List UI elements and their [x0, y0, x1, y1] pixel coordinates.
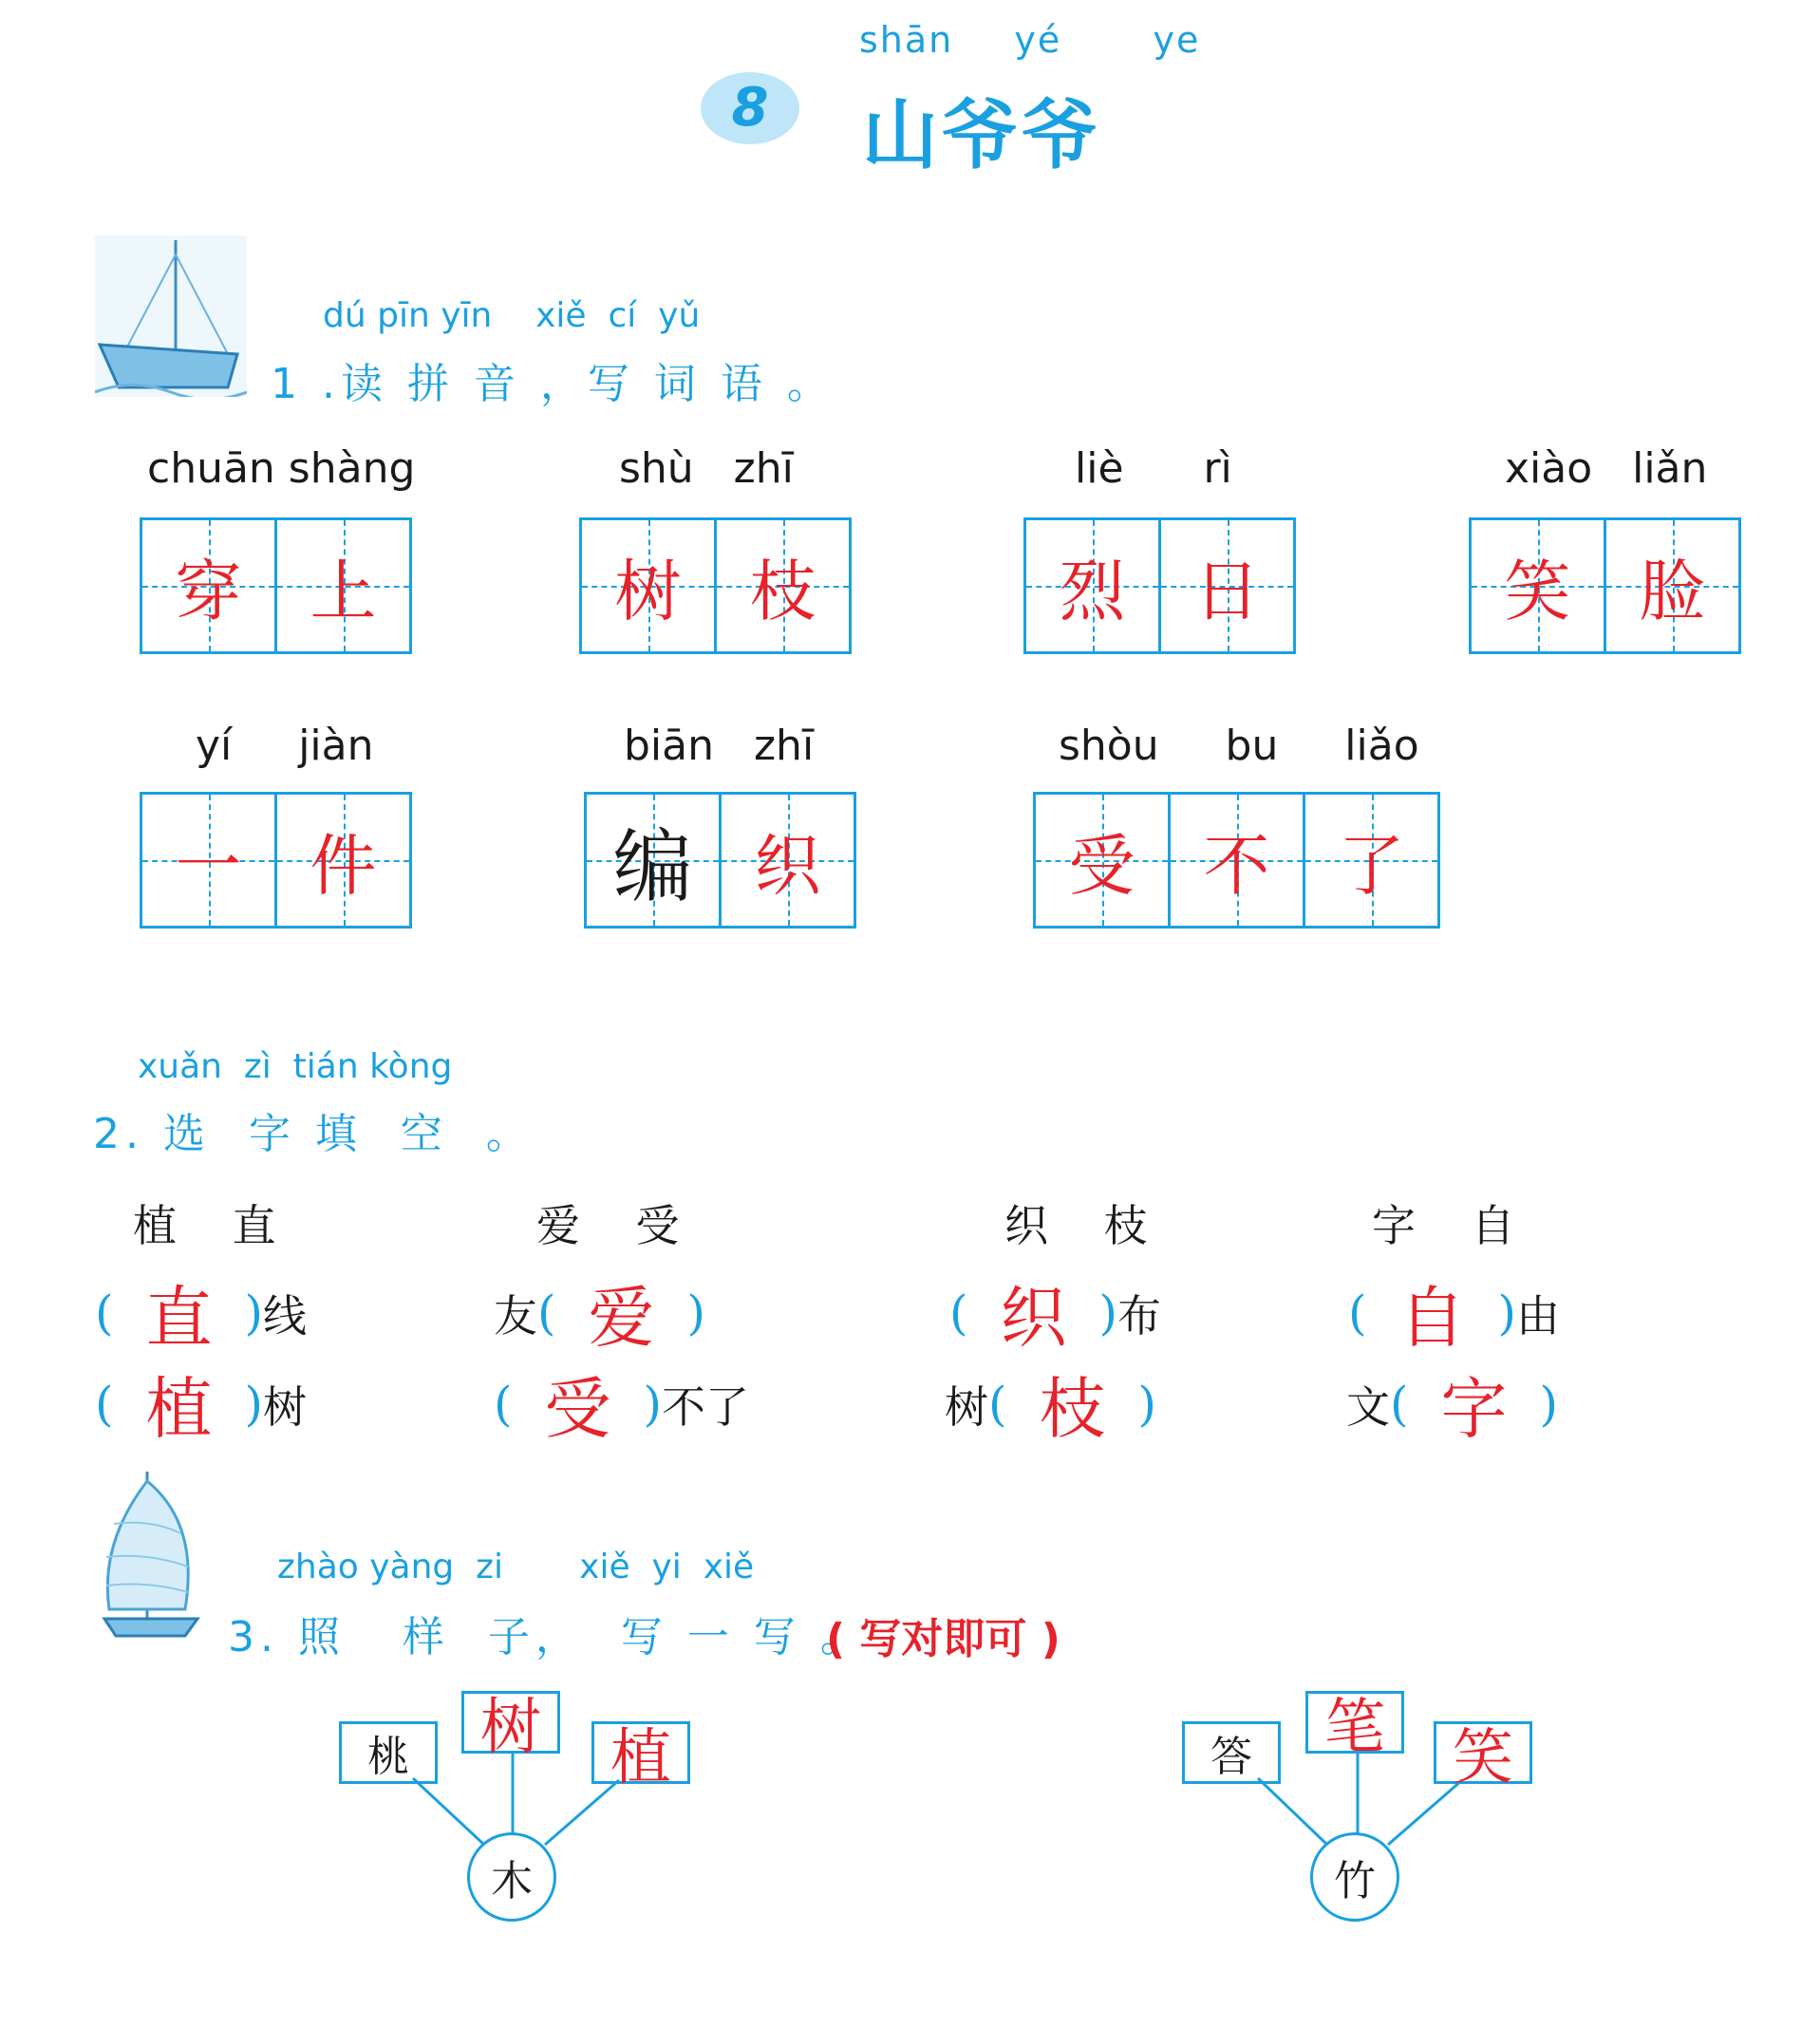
section3-pinyin: zhào yàng zi xiě yi xiě [277, 1548, 755, 1586]
close-paren: ) [244, 1376, 264, 1432]
radical-circle: 竹 [1310, 1832, 1399, 1922]
answer-char: 字 [1440, 1370, 1508, 1448]
answer-char: 爱 [588, 1279, 655, 1357]
text-after: 不了 [662, 1380, 750, 1433]
answer-char: 织 [754, 826, 821, 905]
section3-title: 3. 照 样 子， 写 一 写 。 [228, 1613, 868, 1661]
answer-char: 日 [1193, 552, 1261, 630]
choice-pair: 织 枝 [1004, 1200, 1148, 1251]
section1-pinyin: dú pīn yīn xiě cí yǔ [323, 296, 701, 335]
lesson-number-badge: 8 [701, 72, 799, 144]
answer-char: 脸 [1639, 552, 1706, 630]
word-pinyin: liè rì [1075, 444, 1232, 493]
text-before: 友 [494, 1289, 537, 1342]
tianzi-grid [1033, 792, 1440, 929]
close-paren: ) [1539, 1376, 1559, 1432]
text-after: 布 [1117, 1289, 1162, 1342]
open-paren: ( [494, 1376, 513, 1432]
answer-char: 枝 [1039, 1370, 1106, 1448]
close-paren: ) [1098, 1285, 1118, 1341]
word-pinyin: xiào liǎn [1505, 444, 1708, 493]
answer-char: 烈 [1059, 552, 1126, 630]
answer-char: 上 [310, 552, 377, 630]
word-pinyin: biān zhī [624, 722, 815, 770]
answer-char: 不 [1203, 826, 1270, 905]
text-after: 由 [1516, 1289, 1561, 1342]
section2-pinyin: xuǎn zì tián kòng [138, 1047, 453, 1086]
answer-char: 了 [1338, 826, 1405, 905]
open-paren: ( [95, 1376, 114, 1432]
text-after: 线 [263, 1289, 308, 1342]
close-paren: ) [1137, 1376, 1157, 1432]
answer-char: 直 [145, 1279, 213, 1357]
choice-pair: 植 直 [133, 1200, 276, 1251]
word-pinyin: yí jiàn [196, 722, 374, 770]
open-paren: ( [1348, 1285, 1367, 1341]
word-pinyin: chuān shàng [147, 444, 416, 493]
open-paren: ( [537, 1285, 556, 1341]
answer-char: 受 [1068, 826, 1135, 905]
open-paren: ( [988, 1376, 1007, 1432]
close-paren: ) [1497, 1285, 1517, 1341]
choice-pair: 字 自 [1372, 1200, 1515, 1251]
close-paren: ) [244, 1285, 264, 1341]
word-pinyin: shù zhī [619, 444, 794, 493]
answer-char: 植 [145, 1370, 213, 1448]
section2-title: 2. 选 字 填 空 。 [93, 1110, 534, 1158]
answer-char: 笑 [1504, 552, 1571, 630]
close-paren: ) [643, 1376, 663, 1432]
text-before: 树 [945, 1380, 988, 1433]
answer-char: 受 [544, 1370, 611, 1448]
answer-note: ( 写对即可 ) [826, 1615, 1060, 1663]
given-char-box: 答 [1182, 1721, 1281, 1784]
text-before: 文 [1346, 1380, 1390, 1433]
answer-char: 一 [175, 826, 242, 905]
radical-circle: 木 [467, 1832, 556, 1922]
word-pinyin: shòu bu liǎo [1059, 722, 1419, 770]
section1-title: 1 .读 拼 音 ，写 词 语 。 [271, 360, 835, 408]
text-after: 树 [263, 1380, 308, 1433]
answer-char-box: 植 [591, 1721, 690, 1784]
open-paren: ( [949, 1285, 968, 1341]
title-pinyin: shān yé ye [859, 19, 1201, 61]
given-char-box: 桃 [339, 1721, 438, 1784]
answer-char: 件 [310, 826, 377, 905]
page-title: 山爷爷 [862, 91, 1101, 179]
answer-char: 枝 [749, 552, 816, 630]
answer-char-box: 笑 [1434, 1721, 1532, 1784]
close-paren: ) [686, 1285, 706, 1341]
choice-pair: 爱 受 [536, 1200, 680, 1251]
open-paren: ( [1390, 1376, 1409, 1432]
answer-char-box: 树 [461, 1691, 560, 1754]
answer-char: 织 [1000, 1279, 1067, 1357]
answer-char-box: 笔 [1305, 1691, 1404, 1754]
given-char: 编 [612, 819, 693, 913]
answer-char: 自 [1398, 1279, 1466, 1357]
open-paren: ( [95, 1285, 114, 1341]
answer-char: 树 [614, 552, 682, 630]
answer-char: 穿 [175, 552, 242, 630]
